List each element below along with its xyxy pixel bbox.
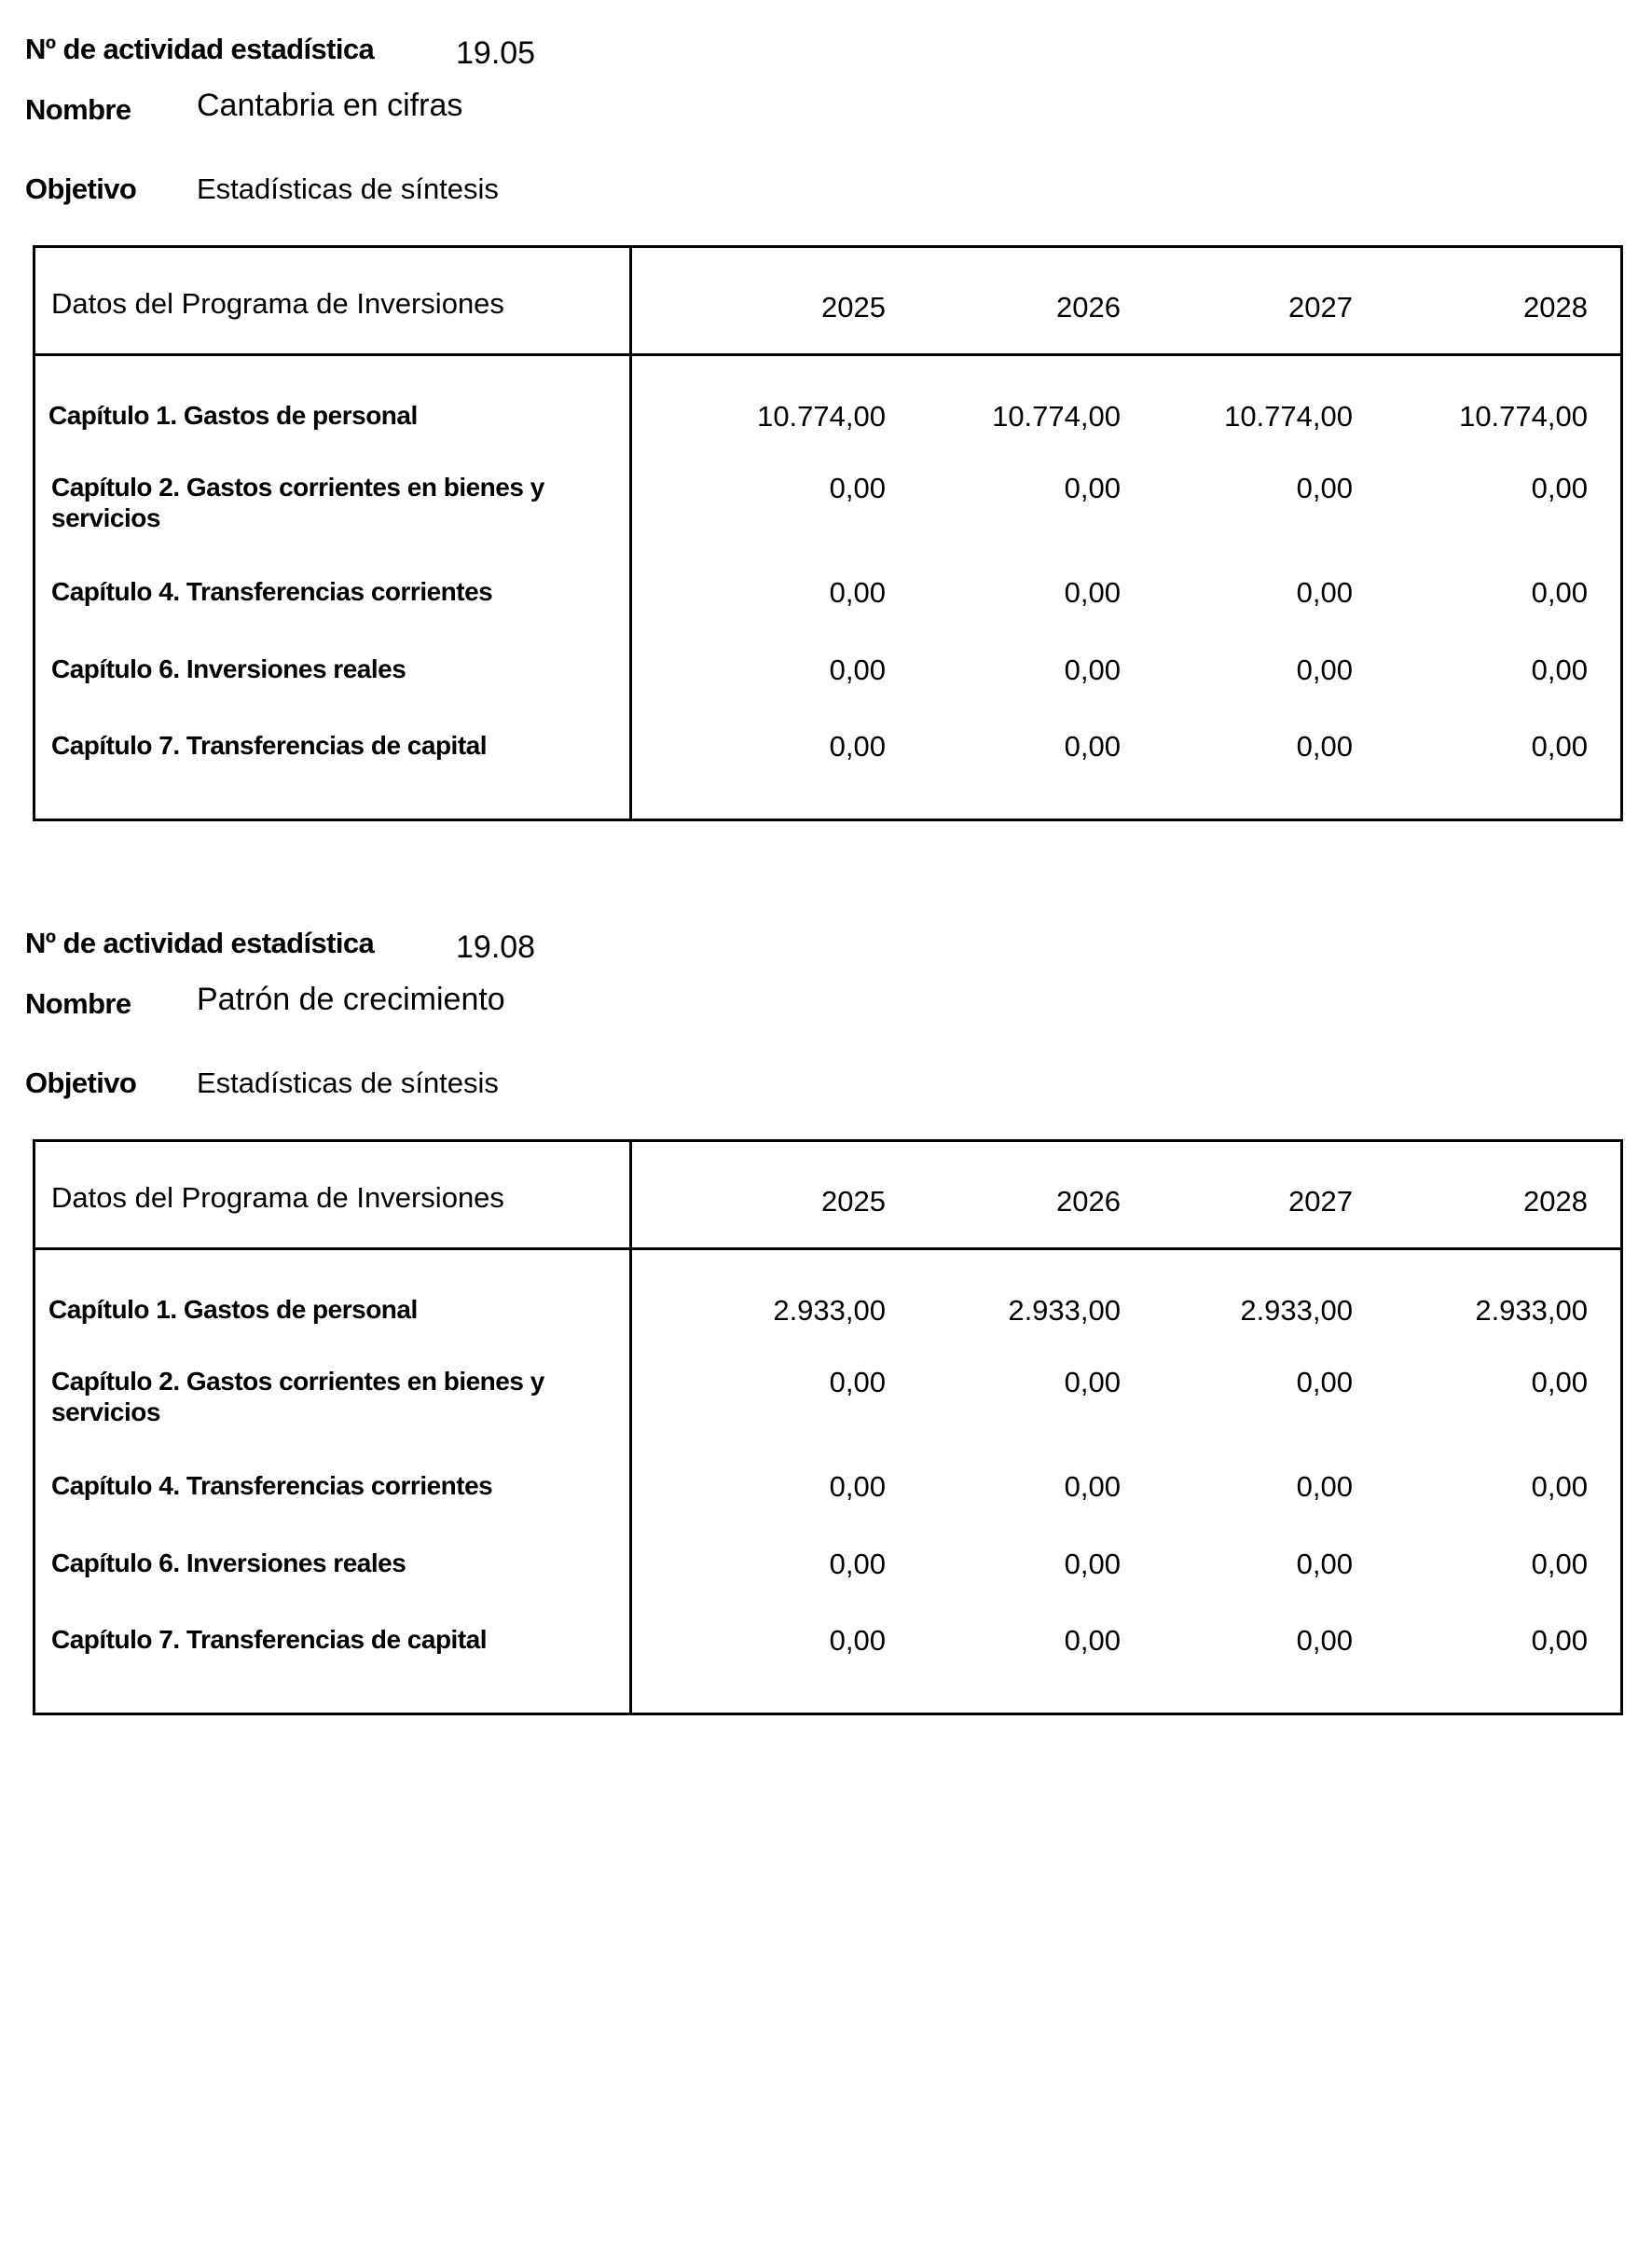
table-cell: 0,00	[1531, 730, 1588, 763]
activity-number-value: 19.08	[456, 929, 536, 965]
table-cell: 0,00	[829, 472, 886, 504]
table-cell: 0,00	[1531, 1624, 1588, 1657]
table-cell: 2.933,00	[1008, 1294, 1121, 1327]
table-cell: 0,00	[1531, 576, 1588, 609]
table-cell: 10.774,00	[757, 400, 886, 433]
header-divider	[35, 1247, 1620, 1250]
table-cell: 0,00	[829, 1470, 886, 1503]
table-title: Datos del Programa de Inversiones	[51, 1181, 504, 1214]
table-cell: 0,00	[1531, 1366, 1588, 1398]
name-label: Nombre	[25, 987, 131, 1020]
row-label: Capítulo 7. Transferencias de capital	[51, 1625, 488, 1654]
table-cell: 0,00	[1064, 1548, 1121, 1580]
table-cell: 0,00	[1296, 1624, 1353, 1657]
table-cell: 0,00	[1296, 730, 1353, 763]
activity-section-2	[0, 894, 1652, 1733]
table-cell: 0,00	[829, 1624, 886, 1657]
objective-label: Objetivo	[25, 172, 137, 205]
row-label: Capítulo 2. Gastos corrientes en bienes y servicios	[51, 1367, 544, 1426]
row-label: Capítulo 4. Transferencias corrientes	[51, 1471, 493, 1500]
row-label: Capítulo 6. Inversiones reales	[51, 654, 406, 683]
row-label: Capítulo 7. Transferencias de capital	[51, 731, 488, 760]
table-cell: 0,00	[1064, 1624, 1121, 1657]
row-label: Capítulo 2. Gastos corrientes en bienes y servicios	[51, 473, 544, 532]
name-value: Cantabria en cifras	[197, 88, 463, 123]
row-label: Capítulo 4. Transferencias corrientes	[51, 577, 493, 606]
table-cell: 0,00	[1064, 1366, 1121, 1398]
investment-table	[33, 1139, 1623, 1715]
table-cell: 10.774,00	[1459, 400, 1588, 433]
table-cell: 10.774,00	[1224, 400, 1353, 433]
column-divider	[629, 248, 632, 819]
activity-number-label: Nº de actividad estadística	[25, 33, 375, 65]
row-label: Capítulo 6. Inversiones reales	[51, 1548, 406, 1577]
table-cell: 2.933,00	[1475, 1294, 1588, 1327]
column-divider	[629, 1142, 632, 1713]
activity-number-label: Nº de actividad estadística	[25, 927, 375, 959]
name-value: Patrón de crecimiento	[197, 982, 505, 1017]
table-cell: 0,00	[829, 1548, 886, 1580]
year-header: 2027	[1288, 1185, 1353, 1218]
year-header: 2028	[1523, 291, 1588, 323]
table-cell: 0,00	[1531, 654, 1588, 686]
table-cell: 0,00	[1296, 1548, 1353, 1580]
table-cell: 0,00	[1296, 472, 1353, 504]
row-label: Capítulo 1. Gastos de personal	[48, 1295, 418, 1324]
table-cell: 2.933,00	[773, 1294, 886, 1327]
objective-value: Estadísticas de síntesis	[197, 1067, 499, 1099]
year-header: 2025	[821, 1185, 886, 1218]
table-cell: 0,00	[1531, 1470, 1588, 1503]
row-label: Capítulo 1. Gastos de personal	[48, 401, 418, 430]
year-header: 2025	[821, 291, 886, 323]
table-cell: 0,00	[1296, 654, 1353, 686]
table-cell: 2.933,00	[1240, 1294, 1353, 1327]
table-cell: 10.774,00	[992, 400, 1121, 433]
investment-table	[33, 245, 1623, 821]
table-cell: 0,00	[829, 1366, 886, 1398]
activity-number-value: 19.05	[456, 35, 536, 71]
objective-label: Objetivo	[25, 1067, 137, 1099]
activity-section-1	[0, 0, 1652, 839]
table-cell: 0,00	[1296, 1366, 1353, 1398]
table-cell: 0,00	[1064, 654, 1121, 686]
year-header: 2026	[1056, 291, 1121, 323]
table-cell: 0,00	[1064, 1470, 1121, 1503]
table-title: Datos del Programa de Inversiones	[51, 287, 504, 320]
year-header: 2026	[1056, 1185, 1121, 1218]
header-divider	[35, 353, 1620, 356]
objective-value: Estadísticas de síntesis	[197, 172, 499, 205]
table-cell: 0,00	[829, 576, 886, 609]
table-cell: 0,00	[1064, 730, 1121, 763]
table-cell: 0,00	[1064, 576, 1121, 609]
year-header: 2028	[1523, 1185, 1588, 1218]
table-cell: 0,00	[1531, 472, 1588, 504]
name-label: Nombre	[25, 93, 131, 126]
table-cell: 0,00	[1531, 1548, 1588, 1580]
table-cell: 0,00	[1296, 1470, 1353, 1503]
table-cell: 0,00	[1064, 472, 1121, 504]
table-cell: 0,00	[1296, 576, 1353, 609]
table-cell: 0,00	[829, 730, 886, 763]
year-header: 2027	[1288, 291, 1353, 323]
table-cell: 0,00	[829, 654, 886, 686]
